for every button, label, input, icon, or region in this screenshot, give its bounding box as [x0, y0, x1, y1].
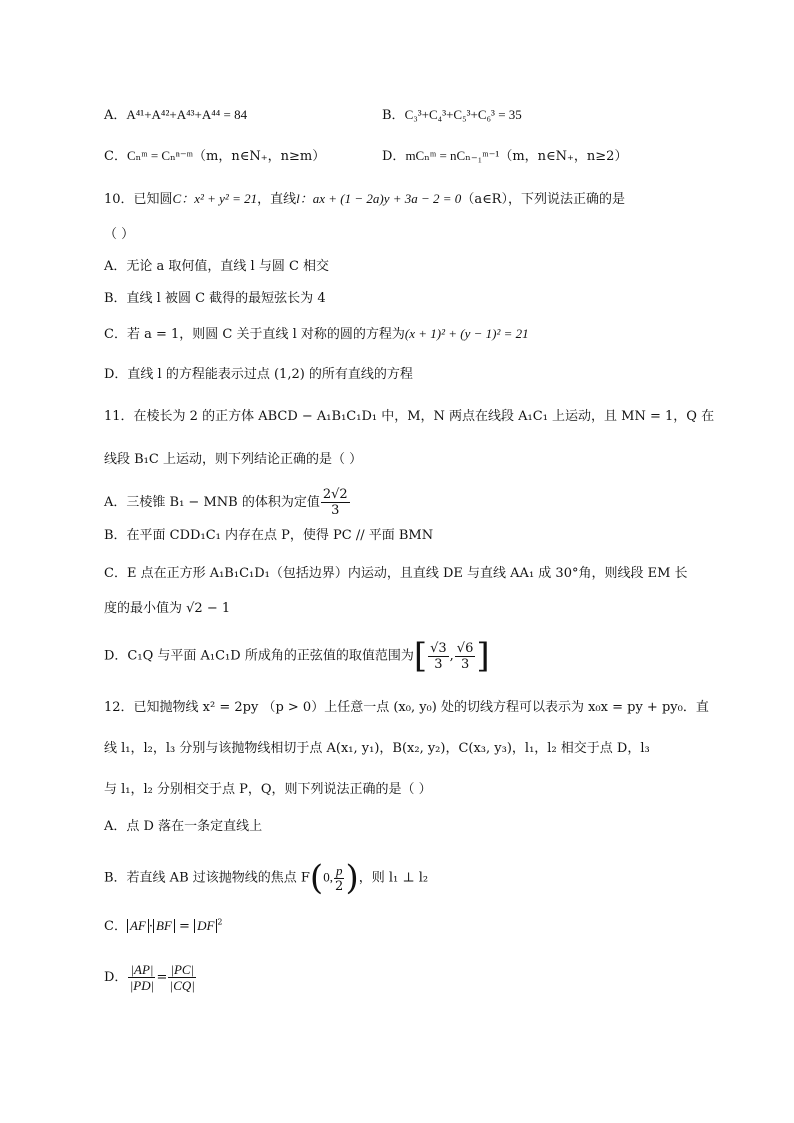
fraction-numerator: 2√2: [322, 487, 348, 502]
q9-option-b-expr: C₃³+C₄³+C₅³+C₆³ = 35: [404, 107, 522, 122]
q10-stem-part2: ，直线: [257, 192, 297, 207]
q12-option-c-label: C．: [104, 919, 127, 934]
right-bracket-icon: ]: [476, 636, 490, 676]
q10-option-b: B．直线 l 被圆 C 截得的最短弦长为 4: [104, 291, 326, 306]
multiply-dot: ·: [148, 919, 153, 934]
q12-abs-bf: BF: [153, 919, 175, 933]
q10-option-d: D．直线 l 的方程能表示过点 (1,2) 的所有直线的方程: [104, 367, 413, 382]
q11-option-b: B．在平面 CDD₁C₁ 内存在点 P，使得 PC // 平面 BMN: [104, 528, 434, 543]
q10-stem-part3: （a∈R），下列说法正确的是: [461, 192, 625, 207]
q10-answer-paren: （ ）: [104, 227, 135, 242]
fraction-denominator: 3: [460, 656, 470, 672]
q12-stem-line3: 与 l₁，l₂ 分别相交于点 P，Q，则下列说法正确的是（ ）: [104, 782, 432, 797]
q12-option-d: [104, 962, 197, 993]
q11-option-a-text: A．三棱锥 B₁ − MNB 的体积为定值: [104, 495, 320, 510]
q9-option-b-label: B．: [382, 108, 405, 123]
q12-abs-df: DF: [194, 919, 217, 933]
fraction-numerator: |PC|: [170, 962, 195, 977]
q9-option-d: [382, 147, 627, 166]
q11-option-a: [104, 487, 351, 518]
q12-option-d-fraction-2: [168, 962, 196, 993]
right-paren-icon: ): [345, 858, 359, 898]
q10-option-c-text: C．若 a = 1，则圆 C 关于直线 l 对称的圆的方程为: [104, 327, 405, 342]
fraction-numerator: |AP|: [130, 962, 154, 977]
q12-stem-line1: 12．已知抛物线 x² = 2py （p > 0）上任意一点 (x₀, y₀) 处的切线方程可以表示为 x₀x = py + py₀．直: [104, 700, 709, 715]
q10-stem-part1: 10．已知圆: [104, 192, 173, 207]
fraction-numerator: √3: [430, 640, 447, 656]
q12-option-b-conclusion: ，则 l₁ ⊥ l₂: [358, 870, 429, 886]
q12-abs-af: AF: [127, 919, 149, 933]
fraction-denominator: 3: [434, 656, 443, 672]
fraction-denominator: 3: [331, 503, 340, 518]
q10-option-c: [104, 325, 529, 344]
q10-option-a: A．无论 a 取何值，直线 l 与圆 C 相交: [104, 259, 330, 274]
q10-stem: [104, 190, 625, 209]
q12-option-a: A．点 D 落在一条定直线上: [104, 819, 263, 834]
equals-sign: =: [156, 970, 168, 985]
q9-option-d-condition: （m，n∈N₊，n≥2）: [499, 149, 628, 164]
left-bracket-icon: [: [413, 636, 428, 676]
fraction-denominator: |PD|: [129, 978, 155, 993]
q10-circle-equation: C：x² + y² = 21: [172, 191, 258, 206]
q12-option-d-label: D．: [104, 970, 128, 985]
q10-line-equation: l：ax + (1 − 2a)y + 3a − 2 = 0: [296, 191, 462, 206]
q11-stem-line1: 11．在棱长为 2 的正方体 ABCD − A₁B₁C₁D₁ 中，M，N 两点在线段 A₁C₁ 上运动，且 MN = 1，Q 在: [104, 409, 715, 424]
q9-option-c-expr: Cₙᵐ = Cₙⁿ⁻ᵐ: [126, 148, 194, 163]
q9-option-a: [104, 106, 247, 125]
q9-option-c: [104, 147, 325, 166]
q11-option-d-text: D．C₁Q 与平面 A₁C₁D 所成角的正弦值的取值范围为: [104, 648, 414, 664]
q11-option-d-fraction-2: [455, 641, 476, 672]
q12-option-c: [104, 918, 223, 936]
q9-option-c-label: C．: [104, 149, 127, 164]
left-paren-icon: (: [309, 858, 324, 898]
q10-option-c-equation: (x + 1)² + (y − 1)² = 21: [404, 326, 529, 341]
fraction-denominator: |CQ|: [169, 978, 195, 993]
q9-option-d-expr: mCₙᵐ = nCₙ₋₁ᵐ⁻¹: [405, 148, 500, 163]
q9-option-a-expr: A⁴¹+A⁴²+A⁴³+A⁴⁴ = 84: [126, 107, 248, 122]
fraction-numerator: p: [335, 862, 343, 878]
q9-option-b: [382, 106, 522, 125]
q11-option-d-fraction-1: [428, 641, 449, 672]
q11-option-a-fraction: [321, 487, 350, 518]
q12-stem-line2: 线 l₁，l₂，l₃ 分别与该抛物线相切于点 A(x₁, y₁)，B(x₂, y₂)，C(x₃, y₃)，l₁，l₂ 相交于点 D，l₃: [104, 741, 650, 756]
q12-option-b: [104, 858, 429, 898]
q9-option-a-label: A．: [104, 108, 127, 123]
q11-option-d: [104, 636, 490, 676]
q9-option-c-condition: （m，n∈N₊，n≥m）: [193, 149, 326, 164]
q11-option-c-line1: C．E 点在正方形 A₁B₁C₁D₁（包括边界）内运动，且直线 DE 与直线 AA₁ 成 30°角，则线段 EM 长: [104, 566, 688, 581]
equals-sign: =: [179, 919, 190, 934]
fraction-numerator: √6: [456, 640, 474, 656]
fraction-denominator: 2: [335, 878, 344, 894]
q11-option-c-line2: 度的最小值为 √2 − 1: [104, 601, 231, 616]
q12-option-b-text: B．若直线 AB 过该抛物线的焦点 F: [104, 870, 310, 886]
q12-option-d-fraction-1: [128, 962, 155, 993]
q9-option-d-label: D．: [382, 149, 406, 164]
q12-focus-fraction: [334, 863, 345, 894]
q12-square-exponent: 2: [217, 917, 223, 927]
q12-focus-x: 0,: [323, 869, 333, 885]
interval-separator: ,: [449, 648, 454, 664]
q11-stem-line2: 线段 B₁C 上运动，则下列结论正确的是（ ）: [104, 452, 363, 467]
